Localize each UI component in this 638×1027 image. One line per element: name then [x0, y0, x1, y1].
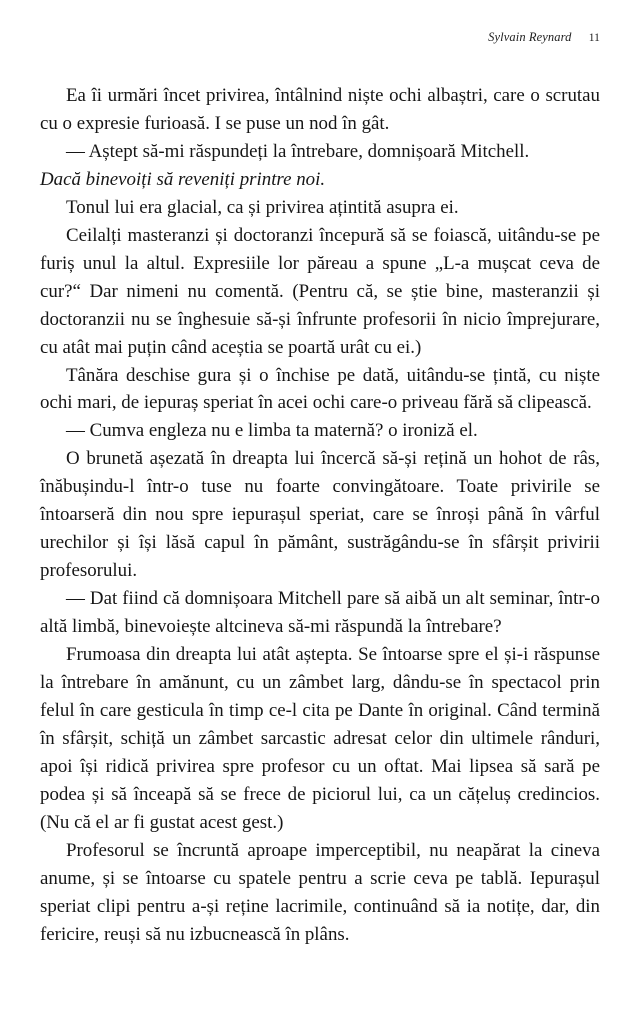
page-number: 11 [588, 32, 600, 44]
paragraph: Tânăra deschise gura și o închise pe dată, uitându-se țintă, cu niște ochi mari, de iepuraș speriat în acei ochi care-o priveau fără să clipească. [40, 364, 600, 414]
paragraph: Frumoasa din dreapta lui atât aștepta. Se întoarse spre el și-i răspunse la întrebare în amănunt, cu un zâmbet larg, dându-se în spectacol prin felul în care gesticula în timp ce-l cita pe Dante în original. Când termină în sfârșit, schiță un zâmbet sarcastic adresat celor din ultimele rânduri, apoi își ridică privirea spre profesor cu un oftat. Mai lipsea să sară pe podea și să înceapă să se frece de piciorul lui, ca un cățeluș credincios. (Nu că el ar fi gustat acest gest.) [40, 644, 600, 833]
paragraph: Ea îi urmări încet privirea, întâlnind niște ochi albaștri, care o scrutau cu o expresie furioasă. I se puse un nod în gât. [40, 85, 600, 134]
dialogue-line: — Aștept să-mi răspundeți la întrebare, domnișoară Mitchell. [66, 140, 530, 162]
paragraph: O brunetă așezată în dreapta lui încercă să-și rețină un hohot de râs, înăbușindu-l într-o tuse nu foarte convingătoare. Toate privirile se întoarseră din nou spre iepurașul speriat, care se înroși până în vârful urechilor și își lăsă capul în pământ, sustrăgându-se în sfârșit privirii profesorului. [40, 448, 600, 582]
author-name: Sylvain Reynard [488, 30, 572, 44]
body-text [40, 82, 600, 949]
dialogue-line: — Dat fiind că domnișoara Mitchell pare să aibă un alt seminar, într-o altă limbă, binevoiește altcineva să-mi răspundă la întrebare? [40, 588, 600, 638]
paragraph: Ceilalți masteranzi și doctoranzi începură să se foiască, uitându-se pe furiș unul la altul. Expresiile lor păreau a spune „L-a mușcat ceva de cur?“ Dar nimeni nu comentă. (Pentru că, se știe bine, masteranzii și doctoranzii nu se înghesuie să-și înfrunte profesorii în nicio împrejurare, cu atât mai puțin când aceștia se poartă urât cu ei.) [40, 224, 600, 358]
running-header [488, 30, 600, 45]
paragraph: Profesorul se încruntă aproape imperceptibil, nu neapărat la cineva anume, și se întoarse cu spatele pentru a scrie ceva pe tablă. Iepurașul speriat clipi pentru a-și reține lacrimile, continuând să ia notițe, dar, din fericire, reuși să nu izbucnească în plâns. [40, 839, 600, 945]
paragraph: Tonul lui era glacial, ca și privirea ațintită asupra ei. [66, 196, 459, 218]
dialogue-continuation: Dacă binevoiți să reveniți printre noi. [40, 168, 326, 190]
dialogue-line: — Cumva engleza nu e limba ta maternă? o ironiză el. [66, 420, 478, 442]
